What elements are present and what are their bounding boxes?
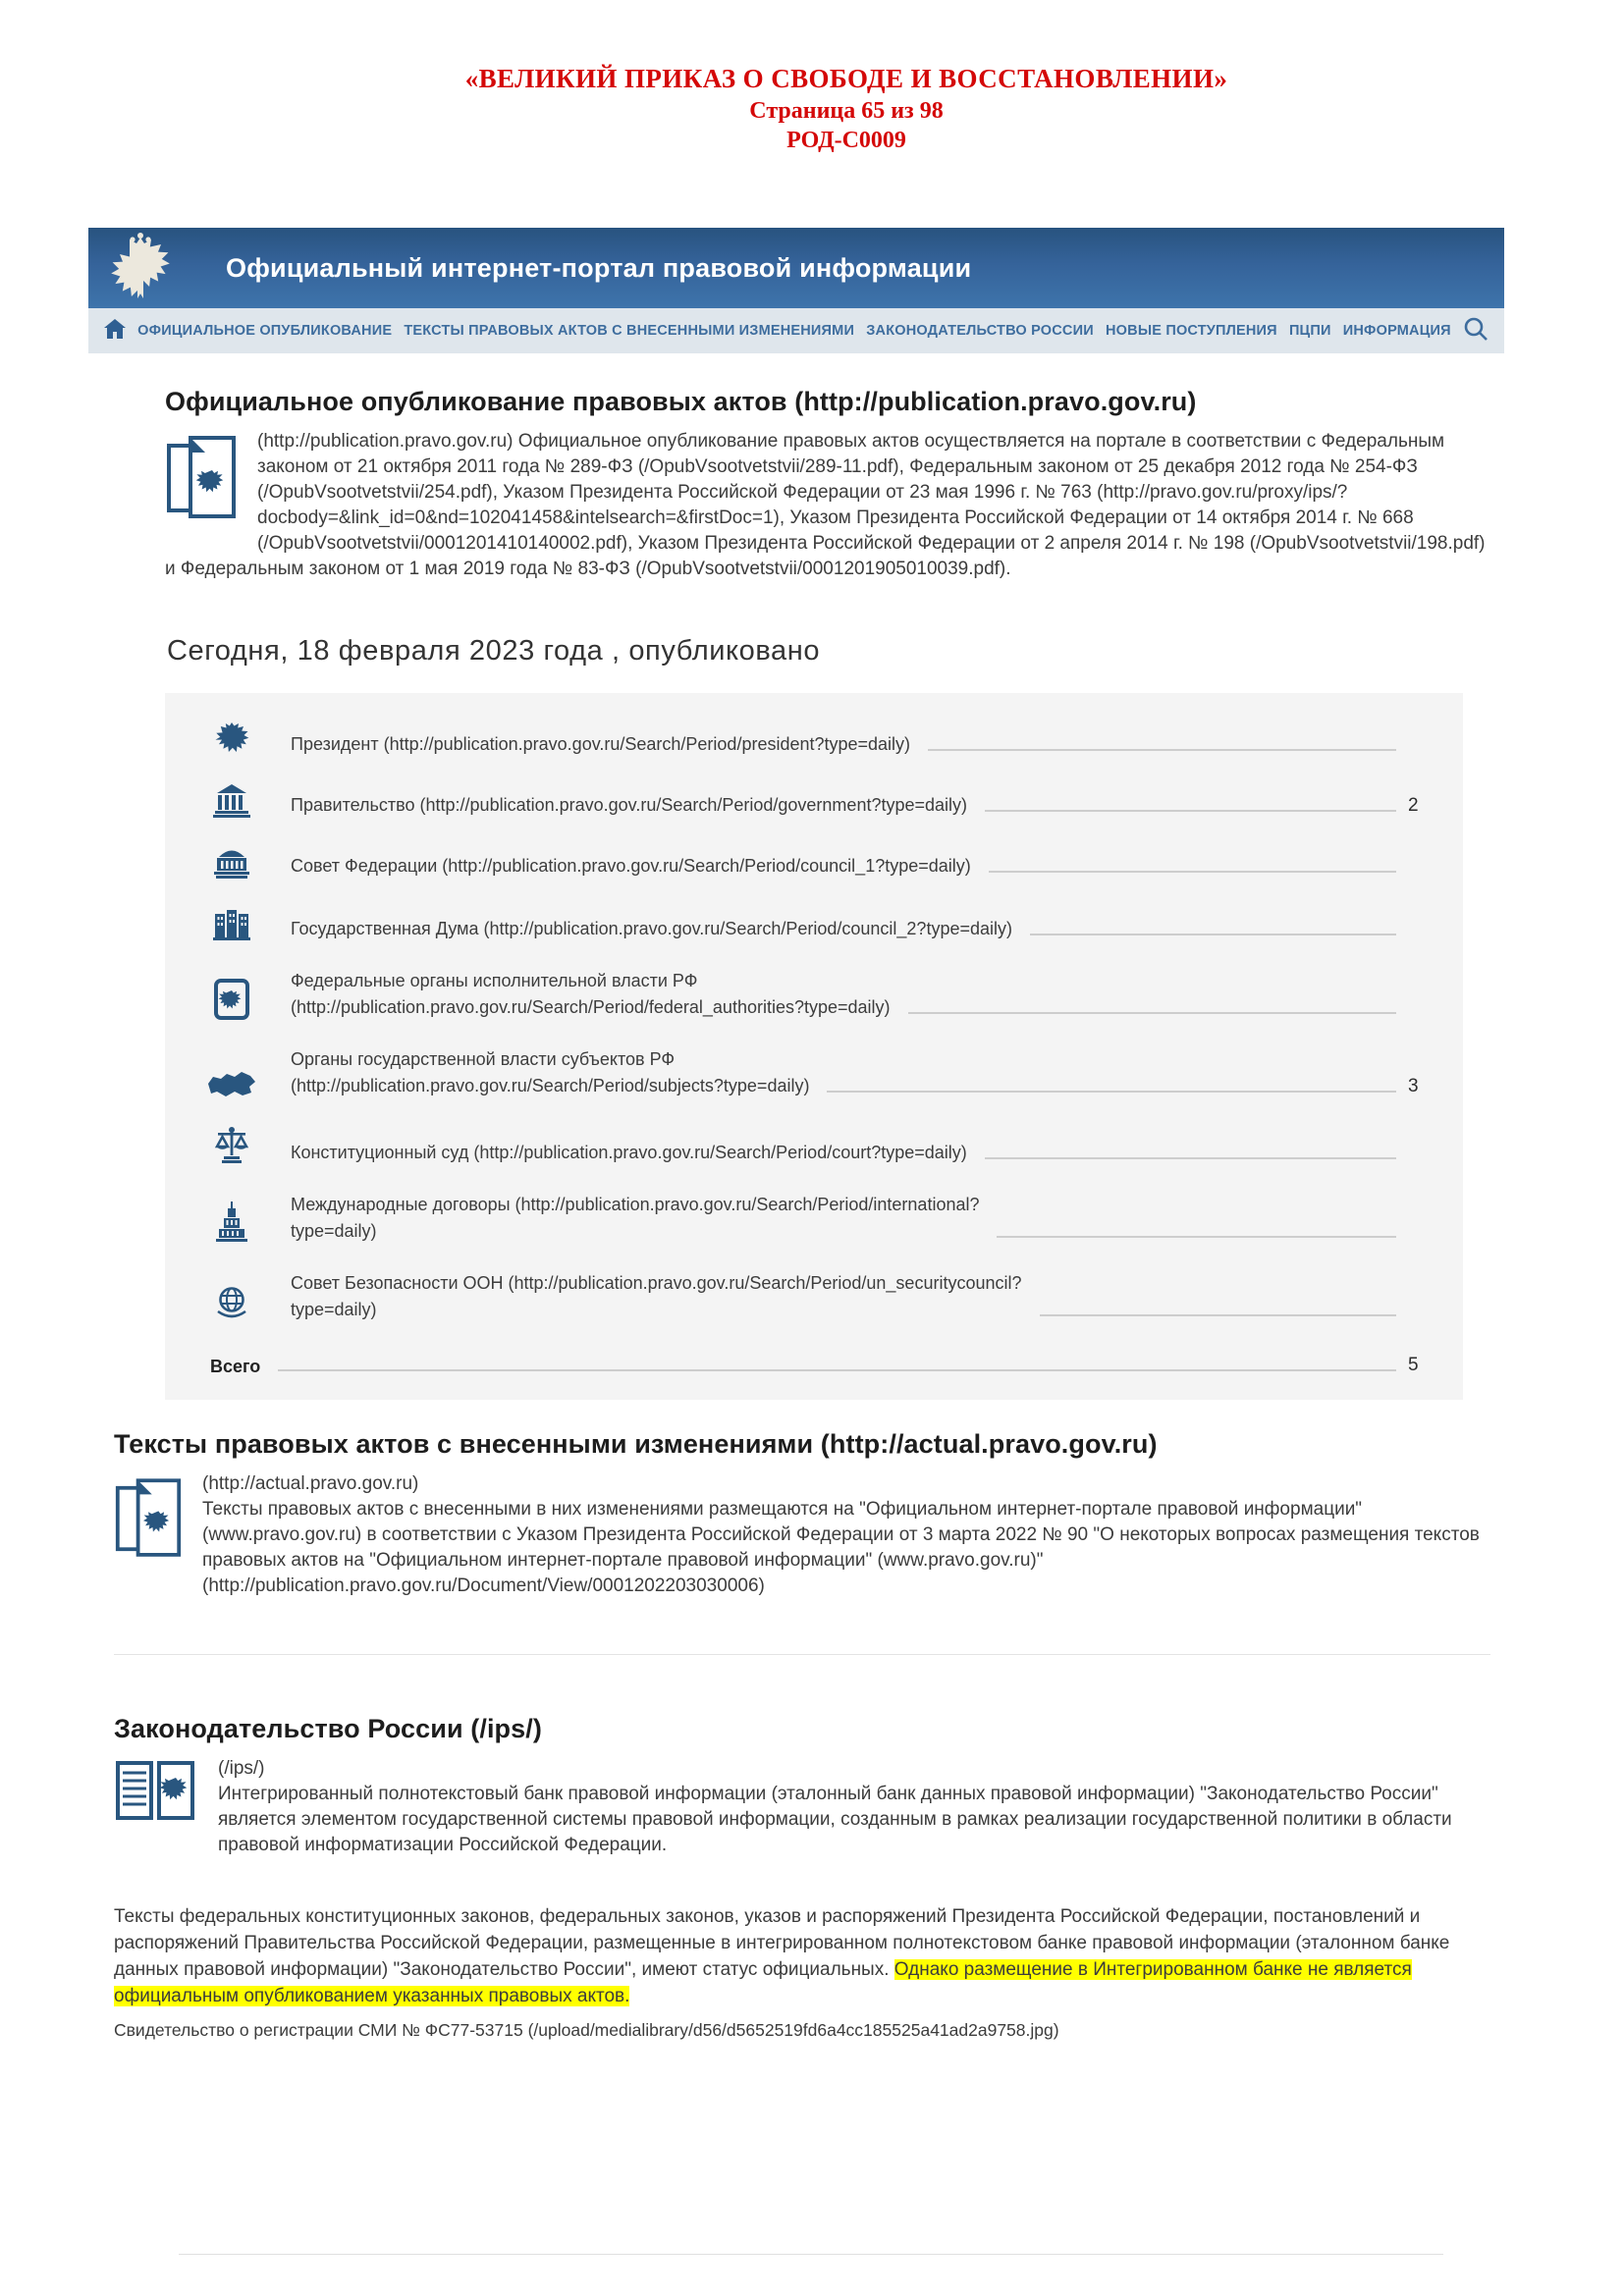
list-item-label: Совет Безопасности ООН (http://publication.pravo.gov.ru/Search/Period/un_securitycouncil? [291,1273,1022,1293]
list-item-subjects: Органы государственной власти субъектов РФ (http://publication.pravo.gov.ru/Search/Period/subjects?type=daily) 3 [206,1046,1443,1099]
leader-line [1030,934,1396,935]
section-official-publication-paragraph [165,429,1494,582]
main-nav [88,308,1504,353]
russia-coat-of-arms-icon [108,232,173,305]
list-item-count [1408,1243,1443,1245]
section-actual [88,1400,1504,1599]
nav-item-pcpi[interactable]: ПЦПИ [1288,323,1331,339]
section-actual-text: Тексты правовых актов с внесенными в них изменениями размещаются на "Официальном интернет-портале правовой информации" (www.pravo.gov.ru) в соответствии с Указом Президента Российской Федерации от 3 марта 2022 № 90 "О некоторых вопросах размещения текстов правовых актов на "Официальном интернет-портале правовой информации" (www.pravo.gov.ru)" (http://publication.pravo.gov.ru/Document/View/0001202203030006) [202,1499,1480,1596]
leader-line [997,1236,1396,1238]
nav-item-acts-with-amendments[interactable]: ТЕКСТЫ ПРАВОВЫХ АКТОВ С ВНЕСЕННЫМИ ИЗМЕНЕНИЯМИ [404,323,855,339]
government-house-icon [206,783,257,819]
total-label: Всего [210,1357,261,1376]
section-official-publication-heading: Официальное опубликование правовых актов (http://publication.pravo.gov.ru) [165,387,1197,416]
subjects-map-icon [206,1068,257,1099]
list-item-international-treaties: Международные договоры (http://publication.pravo.gov.ru/Search/Period/international? type=daily) [206,1192,1443,1245]
published-today-box [165,693,1463,1400]
list-item-count [1408,1321,1443,1323]
list-item-label: Федеральные органы исполнительной власти РФ [291,971,698,990]
leader-line [827,1091,1396,1093]
section-actual-paragraph [114,1471,1494,1599]
section-ips-paragraph [114,1756,1494,1858]
list-item-count [1408,878,1443,880]
list-item-label: Конституционный суд (http://publication.pravo.gov.ru/Search/Period/court?type=daily) [291,1143,967,1162]
documents-with-eagle-icon [114,1475,183,1570]
council-federation-icon [206,844,257,880]
list-item-federal-authorities: Федеральные органы исполнительной власти РФ (http://publication.pravo.gov.ru/Search/Period/federal_authorities?type=daily) [206,968,1443,1021]
nav-item-official-publication[interactable]: ОФИЦИАЛЬНОЕ ОПУБЛИКОВАНИЕ [137,323,393,339]
federal-authorities-badge-icon [206,978,257,1021]
section-ips [88,1714,1504,2043]
section-actual-url: (http://actual.pravo.gov.ru) [202,1473,419,1494]
state-duma-icon [206,905,257,942]
home-button[interactable] [104,319,126,344]
list-item-count [1408,1164,1443,1166]
list-item-label: Органы государственной власти субъектов РФ [291,1049,676,1069]
portal-header [88,228,1504,308]
list-item-government [206,783,1443,819]
leader-line [928,749,1396,751]
section-divider [114,1654,1490,1655]
section-ips-url: (/ips/) [218,1758,265,1779]
stamp-doc-code: РОД-С0009 [786,128,906,153]
published-today-heading: Сегодня, 18 февраля 2023 года , опубликовано [167,635,821,667]
home-icon [104,319,126,344]
section-ips-text-2: Тексты федеральных конституционных законов, федеральных законов, указов и распоряжений Президента Российской Федерации, постановлений и распоряжений Правительства Российской Федерации, размещенные в интегрированном полнотекстовом банке правовой информации (эталонном банке данных правовой информации) "Законодательство России", имеют статус официальных. [114,1906,1450,1980]
list-item-state-duma [206,905,1443,942]
media-registration-line: Свидетельство о регистрации СМИ № ФС77-53715 (/upload/medialibrary/d56/d5652519fd6a4cc185525a41ad2a9758.jpg) [114,2020,1059,2040]
list-item-label: Государственная Дума (http://publication.pravo.gov.ru/Search/Period/council_2?type=daily) [291,919,1012,938]
constitutional-court-scales-icon [206,1125,257,1166]
list-item-council-federation [206,844,1443,880]
search-button[interactable] [1463,316,1489,347]
open-book-with-eagle-icon [114,1758,198,1831]
list-item-count [1408,1019,1443,1021]
highlighted-text: Однако размещение в Интегрированном банке не является официальным опубликованием указанных правовых актов. [114,1959,1412,2006]
president-eagle-icon [206,721,257,758]
page-bottom-divider [179,2254,1443,2255]
leader-line [908,1012,1396,1014]
document-stamp [0,0,1624,155]
portal-title: Официальный интернет-портал правовой информации [226,252,972,283]
list-item-count [1408,940,1443,942]
leader-line [985,810,1396,812]
list-item-count [1408,756,1443,758]
leader-line [989,871,1396,873]
list-item-un-security-council: Совет Безопасности ООН (http://publication.pravo.gov.ru/Search/Period/un_securitycouncil? type=daily) [206,1270,1443,1323]
total-count: 5 [1408,1355,1419,1375]
leader-line [985,1157,1396,1159]
nav-item-information[interactable]: ИНФОРМАЦИЯ [1342,323,1451,339]
list-item-label: Президент (http://publication.pravo.gov.ru/Search/Period/president?type=daily) [291,734,911,754]
international-treaties-building-icon [206,1201,257,1245]
section-actual-heading: Тексты правовых актов с внесенными изменениями (http://actual.pravo.gov.ru) [114,1429,1158,1459]
total-row [210,1355,1443,1378]
stamp-title: «ВЕЛИКИЙ ПРИКАЗ О СВОБОДЕ И ВОССТАНОВЛЕНИИ» [464,64,1228,93]
list-item-label: Совет Федерации (http://publication.pravo.gov.ru/Search/Period/council_1?type=daily) [291,856,971,876]
list-item-president [206,721,1443,758]
leader-line [278,1369,1396,1371]
list-item-label: Международные договоры (http://publication.pravo.gov.ru/Search/Period/international? [291,1195,980,1214]
nav-item-legislation-russia[interactable]: ЗАКОНОДАТЕЛЬСТВО РОССИИ [866,323,1094,339]
documents-with-eagle-icon [165,433,238,531]
section-ips-heading: Законодательство России (/ips/) [114,1714,542,1743]
un-security-council-icon [206,1282,257,1323]
search-icon [1463,316,1489,347]
list-item-constitutional-court [206,1125,1443,1166]
leader-line [1040,1314,1397,1316]
stamp-page-counter: Страница 65 из 98 [749,98,944,124]
nav-item-new-arrivals[interactable]: НОВЫЕ ПОСТУПЛЕНИЯ [1106,323,1277,339]
list-item-count: 3 [1408,1076,1419,1096]
section-ips-paragraph-2 [114,1903,1494,2009]
section-official-publication [88,353,1504,1400]
list-item-count: 2 [1408,795,1419,816]
section-official-publication-text: (http://publication.pravo.gov.ru) Официальное опубликование правовых актов осуществляется на портале в соответствии с Федеральным законом от 21 октября 2011 года № 289-ФЗ (/OpubVsootvetstvii/289-11.pdf), Федеральным законом от 25 декабря 2012 года № 254-ФЗ (/OpubVsootvetstvii/254.pdf), Указом Президента Российской Федерации от 23 мая 1996 г. № 763 (http://pravo.gov.ru/proxy/ips/?docbody=&link_id=0&nd=102041458&intelsearch=&firstDoc=1), Указом Президента Российской Федерации от 14 октября 2014 г. № 668 (/OpubVsootvetstvii/0001201410140002.pdf), Указом Президента Российской Федерации от 2 апреля 2014 г. № 198 (/OpubVsootvetstvii/198.pdf) и Федеральным законом от 1 мая 2019 года № 83-ФЗ (/OpubVsootvetstvii/0001201905010039.pdf). [165,431,1486,579]
portal-frame [88,228,1504,2043]
section-ips-text: Интегрированный полнотекстовый банк правовой информации (эталонный банк данных правовой информации) "Законодательство России" является элементом государственной системы правовой информации, созданным в рамках реализации государственной политики в области правовой информатизации Российской Федерации. [218,1784,1452,1855]
list-item-label: Правительство (http://publication.pravo.gov.ru/Search/Period/government?type=daily) [291,795,968,815]
